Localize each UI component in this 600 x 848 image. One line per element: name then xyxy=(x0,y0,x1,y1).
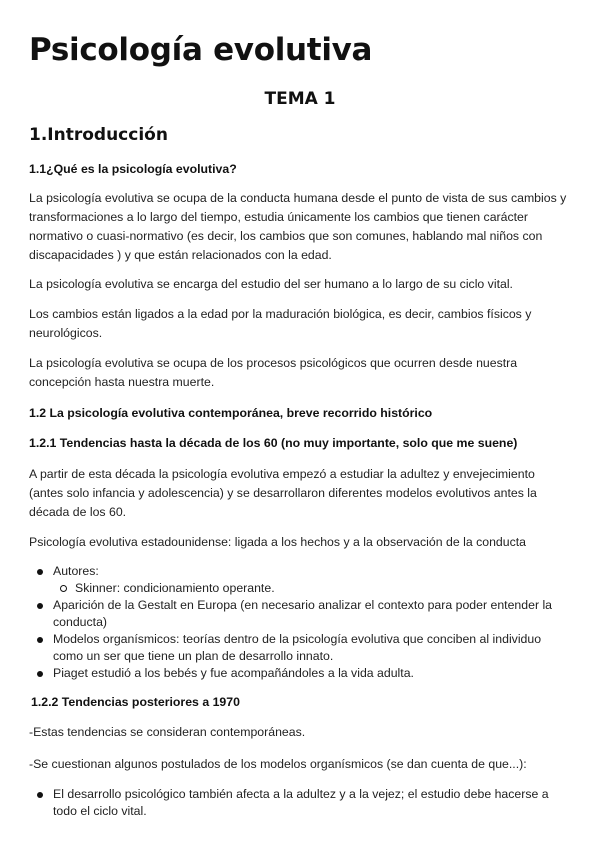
bullet-icon xyxy=(37,792,43,798)
paragraph: La psicología evolutiva se ocupa de los procesos psicológicos que ocurren desde nuestra concepción hasta nuestra muerte. xyxy=(29,356,518,389)
bullet-icon xyxy=(37,671,43,677)
tema-heading: TEMA 1 xyxy=(264,89,336,109)
sub-list-item-text: Skinner: condicionamiento operante. xyxy=(75,581,275,595)
paragraph: La psicología evolutiva se encarga del estudio del ser humano a lo largo de su ciclo vital. xyxy=(29,277,513,291)
subsection-1-2-2-heading: 1.2.2 Tendencias posteriores a 1970 xyxy=(31,695,240,709)
list-item-text: El desarrollo psicológico también afecta a la adultez y a la vejez; el estudio debe hacerse a todo el ciclo vital. xyxy=(53,787,549,818)
list-item-text: Autores: xyxy=(53,564,99,578)
paragraph: Psicología evolutiva estadounidense: ligada a los hechos y a la observación de la conducta xyxy=(29,535,526,549)
list-item xyxy=(29,597,574,631)
section-heading: 1.Introducción xyxy=(29,125,168,145)
list-item-text: Piaget estudió a los bebés y fue acompañándoles a la vida adulta. xyxy=(53,666,414,680)
list-item xyxy=(29,631,574,665)
subsection-1-2-heading: 1.2 La psicología evolutiva contemporánea, breve recorrido histórico xyxy=(29,406,433,420)
document-title: Psicología evolutiva xyxy=(29,32,373,68)
paragraph: A partir de esta década la psicología evolutiva empezó a estudiar la adultez y envejecimiento (antes solo infancia y adolescencia) y se desarrollaron diferentes modelos evolutivos antes la década de los 60. xyxy=(29,467,537,519)
list-item xyxy=(29,786,574,820)
paragraph: Los cambios están ligados a la edad por la maduración biológica, es decir, cambios físicos y neurológicos. xyxy=(29,307,532,340)
list-item xyxy=(29,665,574,682)
paragraph: -Se cuestionan algunos postulados de los modelos organísmicos (se dan cuenta de que...): xyxy=(29,757,527,771)
list-item-text: Aparición de la Gestalt en Europa (en necesario analizar el contexto para poder entender la conducta) xyxy=(53,598,553,629)
bullet-list xyxy=(29,786,574,820)
hollow-bullet-icon xyxy=(60,585,67,592)
subsection-1-1-heading: 1.1¿Qué es la psicología evolutiva? xyxy=(29,162,237,176)
sub-bullet-list xyxy=(53,580,574,597)
paragraph: -Estas tendencias se consideran contemporáneas. xyxy=(29,725,306,739)
paragraph: La psicología evolutiva se ocupa de la conducta humana desde el punto de vista de sus cambios y transformaciones a lo largo del tiempo, estudia únicamente los cambios que tienen carácter normativo o cuasi-normativo (es decir, los cambios que son comunes, hablando mal niños con discapacidades ) y que están relacionados con la edad. xyxy=(29,191,567,262)
sub-list-item xyxy=(53,580,574,597)
list-item xyxy=(29,563,574,597)
bullet-icon xyxy=(37,603,43,609)
bullet-list xyxy=(29,563,574,682)
subsection-1-2-1-heading: 1.2.1 Tendencias hasta la década de los 60 (no muy importante, solo que me suene) xyxy=(29,436,518,450)
bullet-icon xyxy=(37,569,43,575)
list-item-text: Modelos organísmicos: teorías dentro de la psicología evolutiva que conciben al individuo como un ser que tiene un plan de desarrollo innato. xyxy=(53,632,542,663)
bullet-icon xyxy=(37,637,43,643)
